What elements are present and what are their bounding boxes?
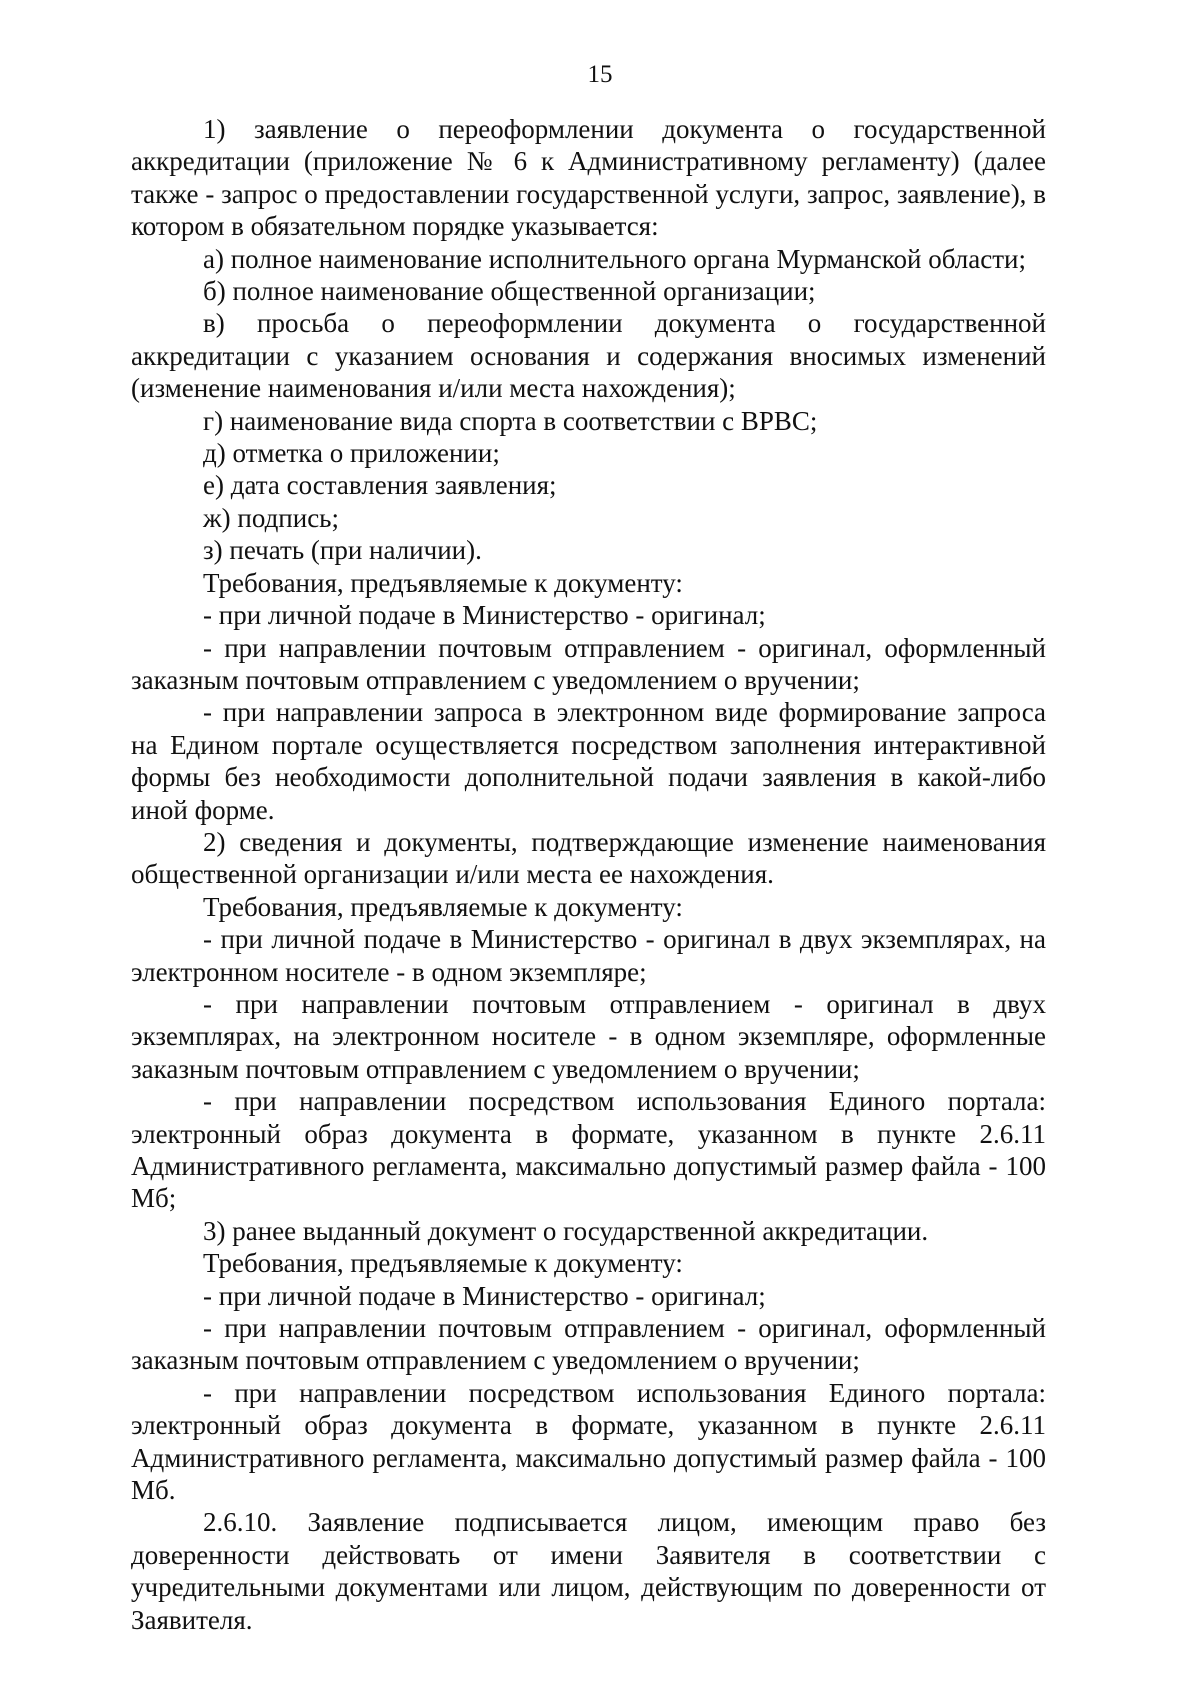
- paragraph-17: - при направлении почтовым отправлением - оригинал в двух экземплярах, на электронном носителе - в одном экземпляре, оформленные заказным почтовым отправлением с уведомлением о вручении;: [131, 988, 1046, 1084]
- paragraph-2: а) полное наименование исполнительного органа Мурманской области;: [203, 243, 1026, 274]
- paragraph-7: е) дата составления заявления;: [203, 470, 557, 501]
- paragraph-24: 2.6.10. Заявление подписывается лицом, имеющим право без доверенности действовать от имени Заявителя в соответствии с учредительными документами или лицом, действующим по доверенности от Заявителя.: [131, 1507, 1046, 1635]
- page-number: 15: [587, 61, 613, 88]
- paragraph-8: ж) подпись;: [203, 502, 340, 533]
- paragraph-6: д) отметка о приложении;: [203, 438, 500, 469]
- document-body: [131, 113, 1046, 1636]
- paragraph-15: Требования, предъявляемые к документу:: [203, 891, 683, 922]
- paragraph-22: - при направлении почтовым отправлением - оригинал, оформленный заказным почтовым отправлением с уведомлением о вручении;: [131, 1313, 1046, 1376]
- paragraph-21: - при личной подаче в Министерство - оригинал;: [203, 1280, 766, 1311]
- paragraph-9: з) печать (при наличии).: [203, 535, 482, 566]
- paragraph-23: - при направлении посредством использования Единого портала: электронный образ документа в формате, указанном в пункте 2.6.11 Административного регламента, максимально допустимый размер файла - 100 Мб.: [131, 1377, 1046, 1506]
- paragraph-10: Требования, предъявляемые к документу:: [203, 567, 683, 598]
- paragraph-18: - при направлении посредством использования Единого портала: электронный образ документа в формате, указанном в пункте 2.6.11 Административного регламента, максимально допустимый размер файла - 100 Мб;: [131, 1086, 1046, 1214]
- paragraph-3: б) полное наименование общественной организации;: [203, 276, 816, 307]
- paragraph-13: - при направлении запроса в электронном виде формирование запроса на Едином портале осуществляется посредством заполнения интерактивной формы без необходимости дополнительной подачи заявления в какой-либо иной форме.: [131, 697, 1046, 825]
- paragraph-19: 3) ранее выданный документ о государственной аккредитации.: [203, 1215, 929, 1246]
- paragraph-12: - при направлении почтовым отправлением - оригинал, оформленный заказным почтовым отправлением с уведомлением о вручении;: [131, 632, 1046, 695]
- paragraph-16: - при личной подаче в Министерство - оригинал в двух экземплярах, на электронном носителе - в одном экземпляре;: [131, 924, 1046, 987]
- paragraph-5: г) наименование вида спорта в соответствии с ВРВС;: [203, 405, 818, 436]
- paragraph-4: в) просьба о переоформлении документа о государственной аккредитации с указанием основания и содержания вносимых изменений (изменение наименования и/или места нахождения);: [131, 308, 1046, 404]
- paragraph-1: 1) заявление о переоформлении документа о государственной аккредитации (приложение № 6 к Административному регламенту) (далее также - запрос о предоставлении государственной услуги, запрос, заявление), в котором в обязательном порядке указывается:: [131, 114, 1046, 242]
- paragraph-11: - при личной подаче в Министерство - оригинал;: [203, 600, 766, 631]
- paragraph-14: 2) сведения и документы, подтверждающие изменение наименования общественной организации и/или места ее нахождения.: [131, 826, 1046, 890]
- paragraph-20: Требования, предъявляемые к документу:: [203, 1248, 683, 1279]
